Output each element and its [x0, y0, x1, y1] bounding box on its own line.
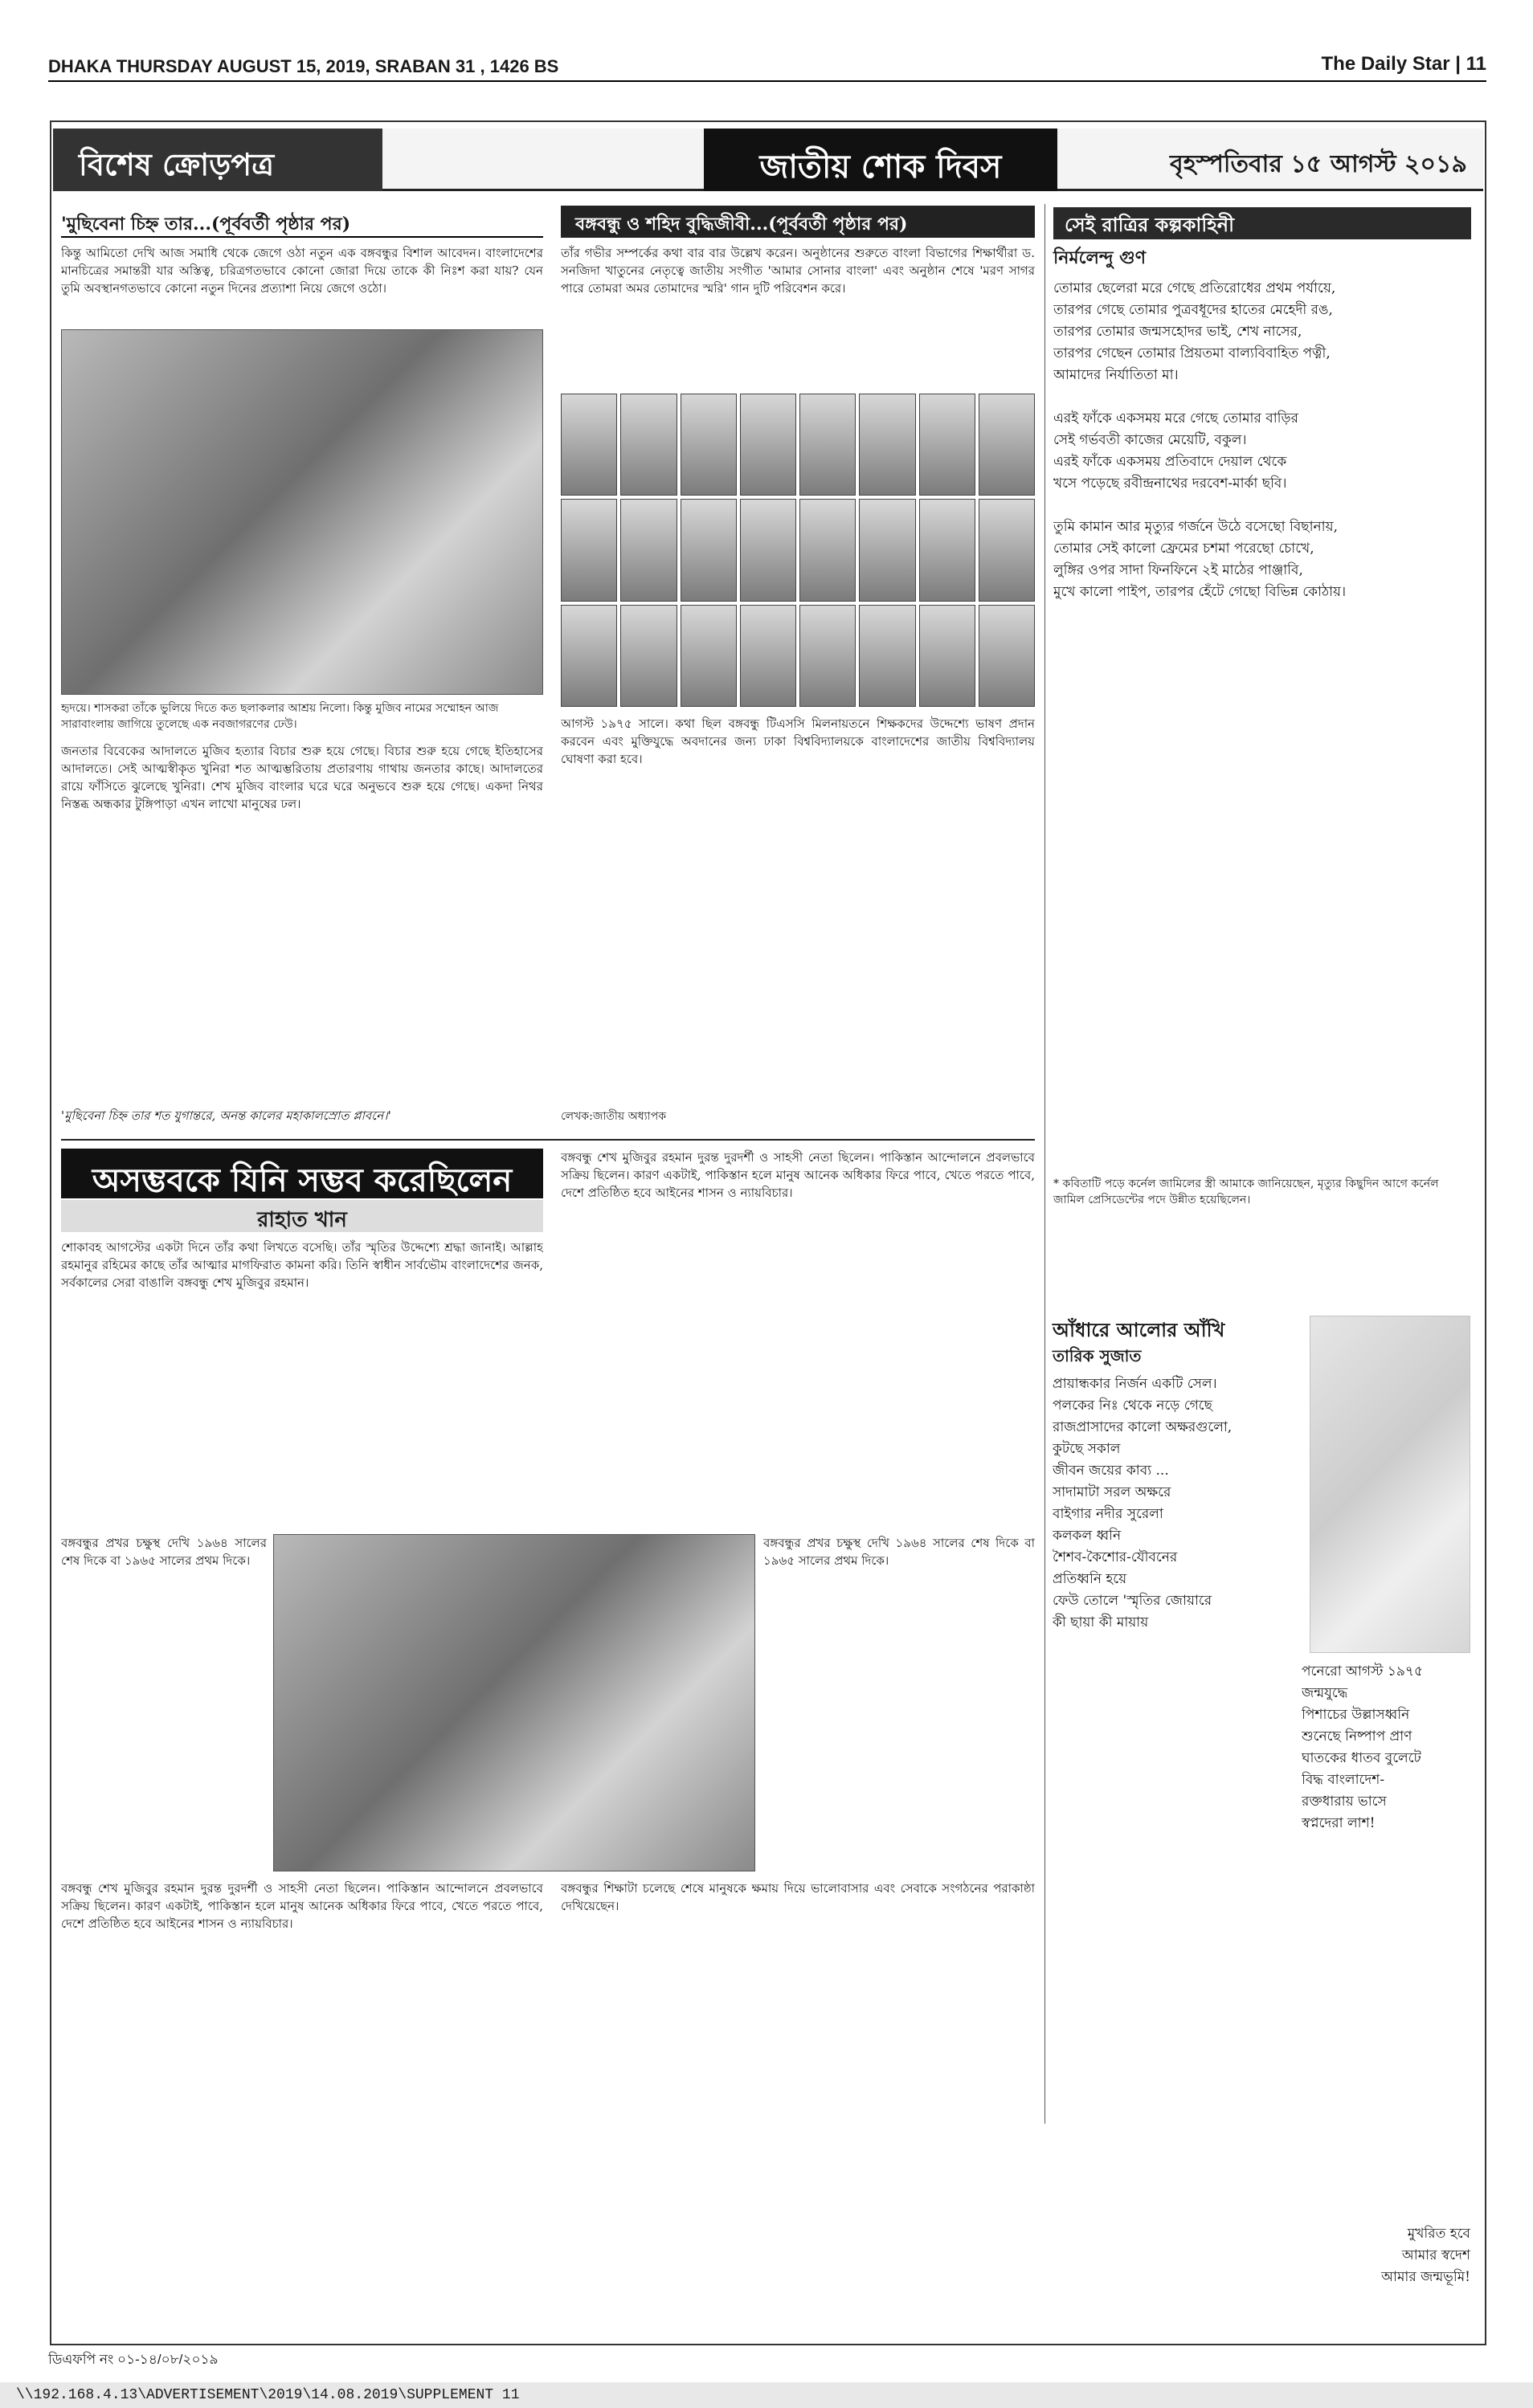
article1-quote: 'মুছিবেনা চিহ্ন তার শত যুগান্তরে, অনন্ত কালের মহাকালস্রোত প্লাবনে।' [61, 1108, 391, 1123]
article3-body: বঙ্গবন্ধু শেখ মুজিবুর রহমান দুরন্ত দুরদর্শী ও সাহসী নেতা ছিলেন। পাকিস্তান আন্দোলনে প্রবলভাবে সক্রিয় ছিলেন। কারণ একটাই, পাকিস্তান হলে মানুষ আনেক অধিকার ফিরে পাবে, খেতে পরতে পাবে, দেশে প্রতিষ্ঠিত হবে আইনের শাসন ও ন্যায়বিচার। [61, 1881, 543, 1931]
article2-author-note: লেখক:জাতীয় অধ্যাপক [561, 1110, 666, 1123]
article3-column3: বঙ্গবন্ধুর প্রখর চক্ষুস্থ দেখি ১৯৬৪ সালের শেষ দিকে বা ১৯৬৫ সালের প্রথম দিকে। [763, 1536, 1035, 1568]
portrait [859, 499, 915, 601]
article2-intro: তাঁর গভীর সম্পর্কের কথা বার বার উল্লেখ করেন। অনুষ্ঠানের শুরুতে বাংলা বিভাগের শিক্ষার্থীরা ড. সনজিদা খাতুনের নেতৃত্বে জাতীয় সংগীত 'আমার সোনার বাংলা' এবং অনুষ্ঠান শেষে 'মরণ সাগর পারে তোমরা অমর তোমাদের স্মরি' গান দুটি পরিবেশন করে। [561, 246, 1035, 296]
portrait [859, 394, 915, 496]
article1-title: 'মুছিবেনা চিহ্ন তার...(পূর্ববর্তী পৃষ্ঠার পর) [61, 206, 543, 238]
poem2-author: তারিক সুজাত [1053, 1346, 1142, 1365]
portrait [561, 394, 617, 496]
article3-crowd-photo [273, 1534, 755, 1871]
portrait [740, 394, 796, 496]
article1-photo [61, 329, 543, 695]
portrait [620, 499, 677, 601]
article1-intro: কিন্তু আমিতো দেখি আজ সমাধি থেকে জেগে ওঠা নতুন এক বঙ্গবন্ধুর বিশাল আবেদন। বাংলাদেশের মানচিত্রের সমান্তরী যার অস্তিত্ব, চরিত্রগতভাবে কোনো জোরা দিয়ে তাকে কী নিঃশ করা যায়? যেন তুমি অবস্থানগতভাবে কোনো নতুন দিনের প্রত্যাশা নিয়ে জেগে ওঠো। [61, 246, 543, 296]
portrait [919, 499, 975, 601]
portrait [979, 394, 1035, 496]
portrait [919, 605, 975, 707]
portrait [681, 499, 737, 601]
article1-caption: হৃদয়ে। শাসকরা তাঁকে ভুলিয়ে দিতে কত ছলাকলার আশ্রয় নিলো। কিন্তু মুজিব নামের সম্মোহন আজ সারাবাংলায় জাগিয়ে তুলেছে এক নবজাগরণের ঢেউ। [61, 702, 499, 731]
poem2-text: প্রায়ান্ধকার নির্জন একটি সেল। পলকের নিঃ থেকে নড়ে গেছে রাজপ্রাসাদের কালো অক্ষরগুলো, কুটছে সকাল জীবন জয়ের কাব্য ... সাদামাটা সরল অক্ষরে বাইগার নদীর সুরেলা কলকল ধ্বনি শৈশব-কৈশোর-যৌবনের প্রতিধ্বনি হয়ে ফেউ তোলে 'স্মৃতির জোয়ারে কী ছায়া কী মায়ায় [1053, 1376, 1233, 1631]
poem1-author: নির্মলেন্দু গুণ [1053, 247, 1146, 268]
article3-side-text: বঙ্গবন্ধুর প্রখর চক্ষুস্থ দেখি ১৯৬৪ সালের শেষ দিকে বা ১৯৬৫ সালের প্রথম দিকে। [61, 1536, 267, 1568]
banner-date: বৃহস্পতিবার ১৫ আগস্ট ২০১৯ [1170, 150, 1467, 178]
poem3-text: পনেরো আগস্ট ১৯৭৫ জন্মযুদ্ধে পিশাচের উল্লাসধ্বনি শুনেছে নিষ্পাপ প্রাণ ঘাতকের ধাতব বুলেটে বিদ্ধ বাংলাদেশ- রক্তধারায় ভাসে স্বপ্নদেরা লাশ! [1302, 1663, 1423, 1831]
supplement-banner [53, 129, 1483, 191]
file-path-footer: \\192.168.4.13\ADVERTISEMENT\2019\14.08.2019\SUPPLEMENT 11 [0, 2382, 1533, 2408]
paper-name: The Daily Star [1321, 53, 1450, 75]
martyred-intellectuals-portraits [561, 394, 1035, 707]
article3-author: রাহাত খান [61, 1200, 543, 1232]
portrait [919, 394, 975, 496]
portrait [561, 499, 617, 601]
section-divider [61, 1139, 1035, 1141]
masthead: The Daily Star | 11 [1321, 53, 1486, 75]
top-dateline-bar [48, 50, 1486, 84]
poem2-section [1044, 1316, 1478, 2320]
portrait [799, 605, 856, 707]
article3-column4: বঙ্গবন্ধুর শিক্ষাটা চলেছে শেষে মানুষকে ক্ষমায় দিয়ে ভালোবাসার এবং সেবাকে সংগঠনের পরাকাষ্ঠা দেখিয়েছেন। [561, 1881, 1035, 1913]
portrait [740, 499, 796, 601]
article2-body: আগস্ট ১৯৭৫ সালে। কথা ছিল বঙ্গবন্ধু টিএসসি মিলনায়তনে শিক্ষকদের উদ্দেশ্যে ভাষণ প্রদান করবেন এবং মুক্তিযুদ্ধে অবদানের জন্য ঢাকা বিশ্ববিদ্যালয়কে বাংলাদেশের জাতীয় বিশ্ববিদ্যালয় ঘোষণা করা হবে। [561, 716, 1035, 766]
banner-title: জাতীয় শোক দিবস [704, 129, 1057, 191]
poem1-footnote: * কবিতাটি পড়ে কর্নেল জামিলের স্ত্রী আমাকে জানিয়েছেন, মৃত্যুর কিছুদিন আগে কর্নেল জামিল প্রেসিডেন্টের পদে উন্নীত হয়েছিলেন। [1053, 1177, 1439, 1206]
portrait [979, 605, 1035, 707]
portrait [859, 605, 915, 707]
page-number: 11 [1466, 53, 1486, 75]
poem3-ending: মুখরিত হবে আমার স্বদেশ আমার জন্মভূমি! [1381, 2226, 1470, 2285]
poem1-text: তোমার ছেলেরা মরে গেছে প্রতিরোধের প্রথম পর্যায়ে, তারপর গেছে তোমার পুত্রবধূদের হাতের মেহেদী রঙ, তারপর তোমার জন্মসহোদর ভাই, শেখ নাসের, তারপর গেছেন তোমার প্রিয়তমা বাল্যবিবাহিত পত্নী, আমাদের নির্যাতিতা মা। এরই ফাঁকে একসময় মরে গেছে তোমার বাড়ির সেই গর্ভবতী কাজের মেয়েটি, বকুল। এরই ফাঁকে একসময় প্রতিবাদে দেয়াল থেকে খসে পড়েছে রবীন্দ্রনাথের দরবেশ-মার্কা ছবি। তুমি কামান আর মৃত্যুর গর্জনে উঠে বসেছো বিছানায়, তোমার সেই কালো ফ্রেমের চশমা পরেছো চোখে, লুঙ্গির ওপর সাদা ফিনফিনে ২ই মাঠের পাঞ্জাবি, মুখে কালো পাইপ, তারপর হেঁটে গেছো বিভিন্ন কোঠায়। [1053, 280, 1347, 600]
sketch-portrait [1310, 1316, 1470, 1653]
dfp-number: ডিএফপি নং ০১-১৪/০৮/২০১৯ [48, 2352, 219, 2367]
article2-title: বঙ্গবন্ধু ও শহিদ বুদ্ধিজীবী...(পূর্ববর্তী পৃষ্ঠার পর) [561, 206, 1035, 238]
top-rule [48, 80, 1486, 82]
portrait [681, 394, 737, 496]
banner-special-supplement: বিশেষ ক্রোড়পত্র [53, 129, 382, 191]
article3-title: অসম্ভবকে যিনি সম্ভব করেছিলেন [61, 1149, 543, 1198]
portrait [620, 605, 677, 707]
article3-intro: শোকাবহ আগস্টের একটা দিনে তাঁর কথা লিখতে বসেছি। তাঁর স্মৃতির উদ্দেশ্যে শ্রদ্ধা জানাই। আল্লাহ রহমানুর রহিমের কাছে তাঁর আত্মার মাগফিরাত কামনা করি। তিনি স্বাধীন সার্বভৌম বাংলাদেশের জনক, সর্বকালের সেরা বাঙালি বঙ্গবন্ধু শেখ মুজিবুর রহমান। [61, 1240, 543, 1290]
portrait [979, 499, 1035, 601]
portrait [681, 605, 737, 707]
portrait [799, 499, 856, 601]
dateline: DHAKA THURSDAY AUGUST 15, 2019, SRABAN 31 , 1426 BS [48, 56, 559, 76]
poem1-title: সেই রাত্রির কল্পকাহিনী [1053, 207, 1471, 239]
poem2-title: আঁধারে আলোর আঁখি [1053, 1318, 1225, 1341]
portrait [740, 605, 796, 707]
portrait [620, 394, 677, 496]
article1-body: জনতার বিবেকের আদালতে মুজিব হত্যার বিচার শুরু হয়ে গেছে। বিচার শুরু হয়ে গেছে ইতিহাসের আদালতে। সেই আত্মস্বীকৃত খুনিরা শত আত্মম্ভরিতায় প্রতারণায় গাথায় জনতার কাছে। আদালতের রায়ে ফাঁসিতে ঝুলেছে খুনিরা। শেখ মুজিব বাংলার ঘরে ঘরে অনুভবে শুরু হয়ে গেছে। একদা নিথর নিস্তব্ধ অন্ধকার টুঙ্গিপাড়া এখন লাখো মানুষের ঢল। [61, 744, 543, 811]
portrait [799, 394, 856, 496]
article3-column2: বঙ্গবন্ধু শেখ মুজিবুর রহমান দুরন্ত দুরদর্শী ও সাহসী নেতা ছিলেন। পাকিস্তান আন্দোলনে প্রবলভাবে সক্রিয় ছিলেন। কারণ একটাই, পাকিস্তান হলে মানুষ আনেক অধিকার ফিরে পাবে, খেতে পরতে পাবে, দেশে প্রতিষ্ঠিত হবে আইনের শাসন ও ন্যায়বিচার। [561, 1150, 1035, 1200]
portrait [561, 605, 617, 707]
